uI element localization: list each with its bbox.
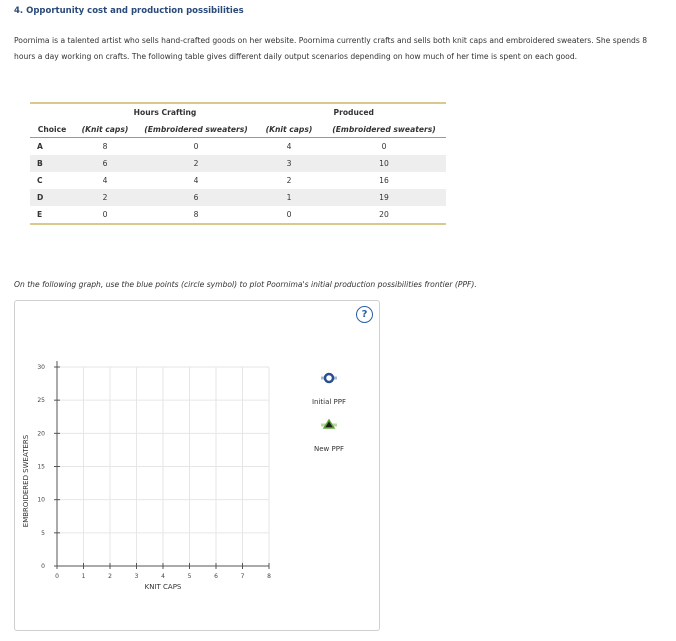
graph-instruction: On the following graph, use the blue points (circle symbol) to plot Poornima's initial production possibilities frontier (PPF).	[14, 280, 477, 289]
output-table-container	[30, 102, 446, 225]
legend-item-new-ppf[interactable]	[314, 420, 344, 453]
header-produced-sweaters: (Embroidered sweaters)	[322, 121, 446, 138]
table-row	[30, 172, 446, 189]
choice-cell: C	[37, 176, 43, 185]
output-table	[30, 102, 446, 225]
y-tick-label: 10	[37, 496, 45, 504]
header-produced-knit: (Knit caps)	[256, 121, 322, 138]
x-tick-label: 8	[267, 573, 271, 580]
x-tick-label: 2	[108, 573, 112, 580]
y-tick-label: 25	[37, 397, 45, 405]
header-produced: Produced	[333, 108, 374, 117]
graph-axes	[37, 361, 271, 580]
y-tick-label: 0	[41, 563, 45, 570]
x-tick-label: 7	[240, 573, 245, 580]
produced-sweaters-cell: 20	[379, 210, 389, 219]
blue-circle-icon	[325, 374, 333, 382]
produced-knit-cell: 0	[286, 210, 292, 219]
hours-sweaters-cell: 6	[136, 189, 256, 206]
legend-label: Initial PPF	[311, 398, 347, 406]
legend-item-initial-ppf[interactable]	[312, 374, 346, 406]
help-button[interactable]: ?	[356, 306, 373, 323]
x-tick-label: 5	[187, 573, 192, 580]
hours-sweaters-cell: 8	[193, 210, 199, 219]
produced-sweaters-cell: 19	[322, 189, 446, 206]
graph-panel	[14, 300, 380, 631]
choice-cell: E	[37, 210, 43, 219]
hours-sweaters-cell: 4	[193, 176, 199, 185]
y-tick-label: 30	[37, 364, 45, 371]
hours-knit-cell: 2	[74, 189, 136, 206]
x-axis-label: KNIT CAPS	[144, 583, 182, 591]
choice-cell: B	[30, 155, 74, 172]
y-tick-label: 5	[41, 529, 45, 537]
x-tick-label: 0	[55, 573, 59, 580]
produced-sweaters-cell: 0	[381, 142, 387, 151]
header-hours-knit: (Knit caps)	[74, 121, 136, 138]
question-intro: Poornima is a talented artist who sells hand-crafted goods on her website. Poornima currently crafts and sells both knit caps and embroidered sweaters. She spends 8 hours a day working on crafts. The following table gives different daily output scenarios depending on how much of her time is spent on each good.	[14, 36, 648, 62]
table-row	[30, 155, 446, 172]
question-title: 4. Opportunity cost and production possibilities	[14, 6, 244, 16]
choice-cell: A	[37, 142, 43, 151]
hours-sweaters-cell: 0	[193, 142, 199, 151]
table-row	[30, 206, 446, 224]
y-axis-label: EMBROIDERED SWEATERS	[22, 434, 30, 528]
legend	[312, 374, 346, 453]
table-row	[30, 138, 446, 156]
produced-knit-cell: 4	[286, 142, 292, 151]
table-row	[30, 189, 446, 206]
hours-knit-cell: 0	[102, 210, 108, 219]
graph-grid	[57, 367, 269, 566]
header-choice: Choice	[30, 121, 74, 138]
ppf-graph[interactable]	[15, 301, 379, 630]
produced-knit-cell: 1	[256, 189, 322, 206]
choice-cell: D	[30, 189, 74, 206]
hours-sweaters-cell: 2	[136, 155, 256, 172]
y-tick-label: 15	[37, 463, 45, 471]
hours-knit-cell: 6	[74, 155, 136, 172]
x-tick-label: 4	[161, 573, 165, 580]
hours-knit-cell: 8	[102, 142, 108, 151]
hours-knit-cell: 4	[102, 176, 108, 185]
header-hours-sweaters: (Embroidered sweaters)	[136, 121, 256, 138]
legend-label: New PPF	[314, 445, 344, 453]
produced-sweaters-cell: 10	[322, 155, 446, 172]
x-tick-label: 6	[214, 573, 218, 580]
produced-knit-cell: 2	[286, 176, 292, 185]
produced-knit-cell: 3	[256, 155, 322, 172]
header-hours-crafting: Hours Crafting	[133, 108, 197, 117]
y-tick-label: 20	[37, 430, 45, 438]
produced-sweaters-cell: 16	[379, 176, 389, 185]
x-tick-label: 3	[134, 573, 139, 580]
x-tick-label: 1	[81, 573, 86, 580]
